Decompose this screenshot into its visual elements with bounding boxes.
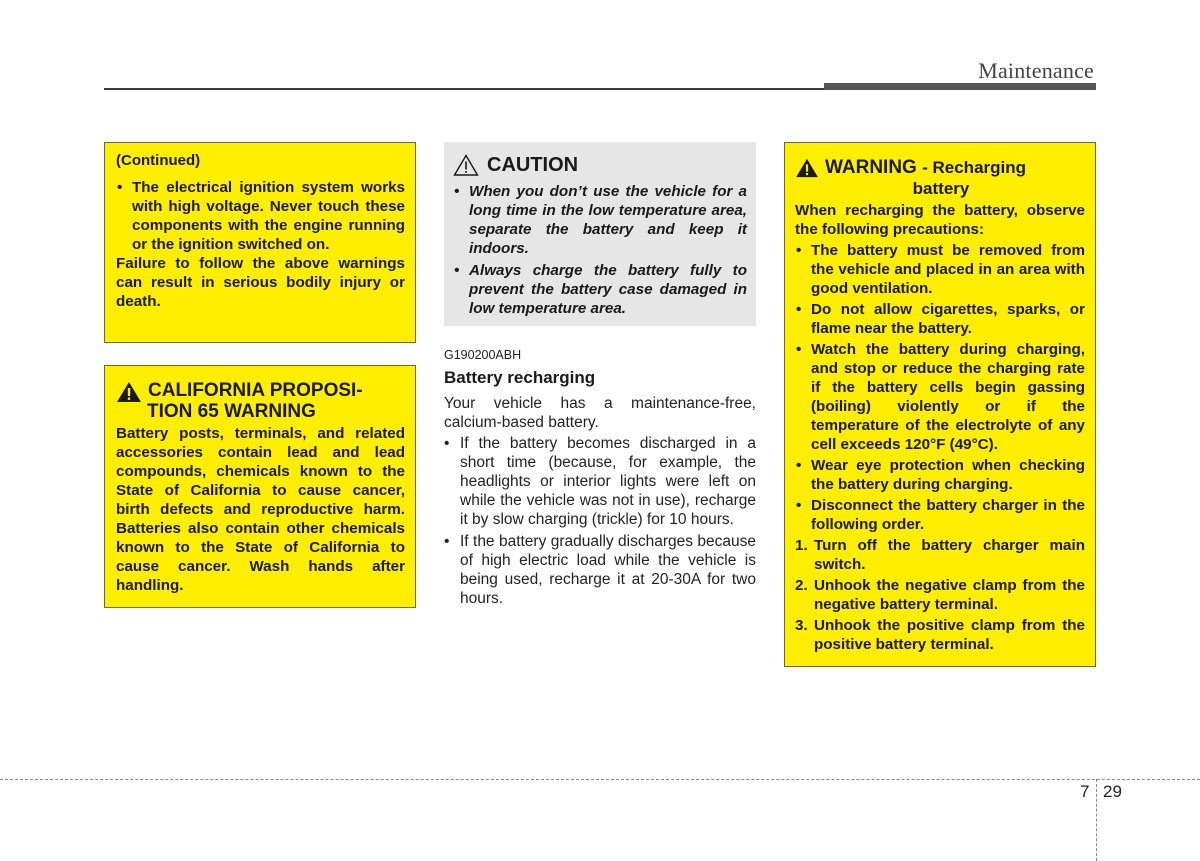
section-title: Maintenance: [978, 58, 1094, 83]
section-intro: Your vehicle has a maintenance-free, calcium-based battery.: [444, 395, 756, 431]
header-rule-accent: [824, 83, 1096, 90]
caution-title: CAUTION: [487, 154, 579, 176]
recharging-warning-box: [784, 142, 1096, 667]
caution-box: [444, 142, 756, 326]
list-item: • Watch the battery during charging, and stop or reduce the charging rate if the battery cells begin gassing (boiling) violently or if the temperature of the electrolyte of any cell exceeds 120°F (49°C).: [795, 340, 1085, 454]
continued-label: (Continued): [116, 152, 201, 169]
california-title-line1: CALIFORNIA PROPOSI-: [148, 380, 363, 401]
warning-subtitle-line1: - Recharging: [922, 158, 1027, 177]
warning-title: WARNING: [825, 157, 917, 178]
continued-footer: Failure to follow the above warnings can result in serious bodily injury or death.: [116, 255, 405, 310]
list-item: • Disconnect the battery charger in the following order.: [795, 496, 1085, 534]
warning-bullets: [795, 241, 1085, 534]
battery-recharging-section: [444, 348, 756, 611]
caution-bullets: [453, 182, 747, 318]
continued-warning-box: [104, 142, 416, 343]
warning-triangle-icon: [795, 158, 819, 178]
section-heading: Battery recharging: [444, 368, 596, 387]
warning-steps: [795, 536, 1085, 654]
list-item: • If the battery becomes discharged in a short time (because, for example, the headlights or interior lights were left on while the vehicle was not in use), recharge it by slow charging (trickle) for 10 hours.: [444, 434, 756, 529]
list-item: • The electrical ignition system works with high voltage. Never touch these components with the engine running or the ignition switched on.: [116, 178, 405, 254]
list-item: • Always charge the battery fully to prevent the battery case damaged in low temperature area.: [453, 261, 747, 318]
list-item: • When you don’t use the vehicle for a long time in the low temperature area, separate the battery and keep it indoors.: [453, 182, 747, 258]
warning-subtitle-line2: battery: [912, 179, 970, 198]
list-item: • If the battery gradually discharges because of high electric load while the vehicle is being used, recharge it at 20-30A for two hours.: [444, 532, 756, 608]
warning-triangle-icon: [116, 381, 142, 403]
list-item: • Wear eye protection when checking the battery during charging.: [795, 456, 1085, 494]
section-code: G190200ABH: [444, 348, 522, 362]
section-bullets: [444, 434, 756, 608]
footer-dashed-divider: [1096, 779, 1097, 861]
california-warning-box: [104, 365, 416, 608]
california-title-line2: TION 65 WARNING: [147, 401, 316, 422]
california-body: Battery posts, terminals, and related accessories contain lead and lead compounds, chemicals known to the State of California to cause cancer, birth defects and reproductive harm. Batteries also contain other chemicals known to the State of California to cause cancer. Wash hands after handling.: [116, 425, 405, 594]
caution-heading: [453, 154, 747, 176]
list-item: • The battery must be removed from the vehicle and placed in an area with good ventilation.: [795, 241, 1085, 298]
list-item: 2. Unhook the negative clamp from the negative battery terminal.: [795, 577, 1085, 613]
footer-dashed-rule: [0, 779, 1200, 780]
list-item: 3. Unhook the positive clamp from the positive battery terminal.: [795, 617, 1085, 653]
page-number: 29: [1103, 782, 1122, 801]
california-heading: [116, 380, 405, 422]
header-rule: [104, 88, 824, 90]
list-item: • Do not allow cigarettes, sparks, or flame near the battery.: [795, 300, 1085, 338]
warning-heading: [795, 157, 1085, 199]
chapter-number: 7: [1080, 782, 1090, 801]
warning-intro: When recharging the battery, observe the following precautions:: [795, 202, 1085, 238]
list-item: 1. Turn off the battery charger main switch.: [795, 537, 1085, 573]
continued-bullets: [116, 178, 405, 254]
caution-triangle-icon: [453, 154, 479, 176]
